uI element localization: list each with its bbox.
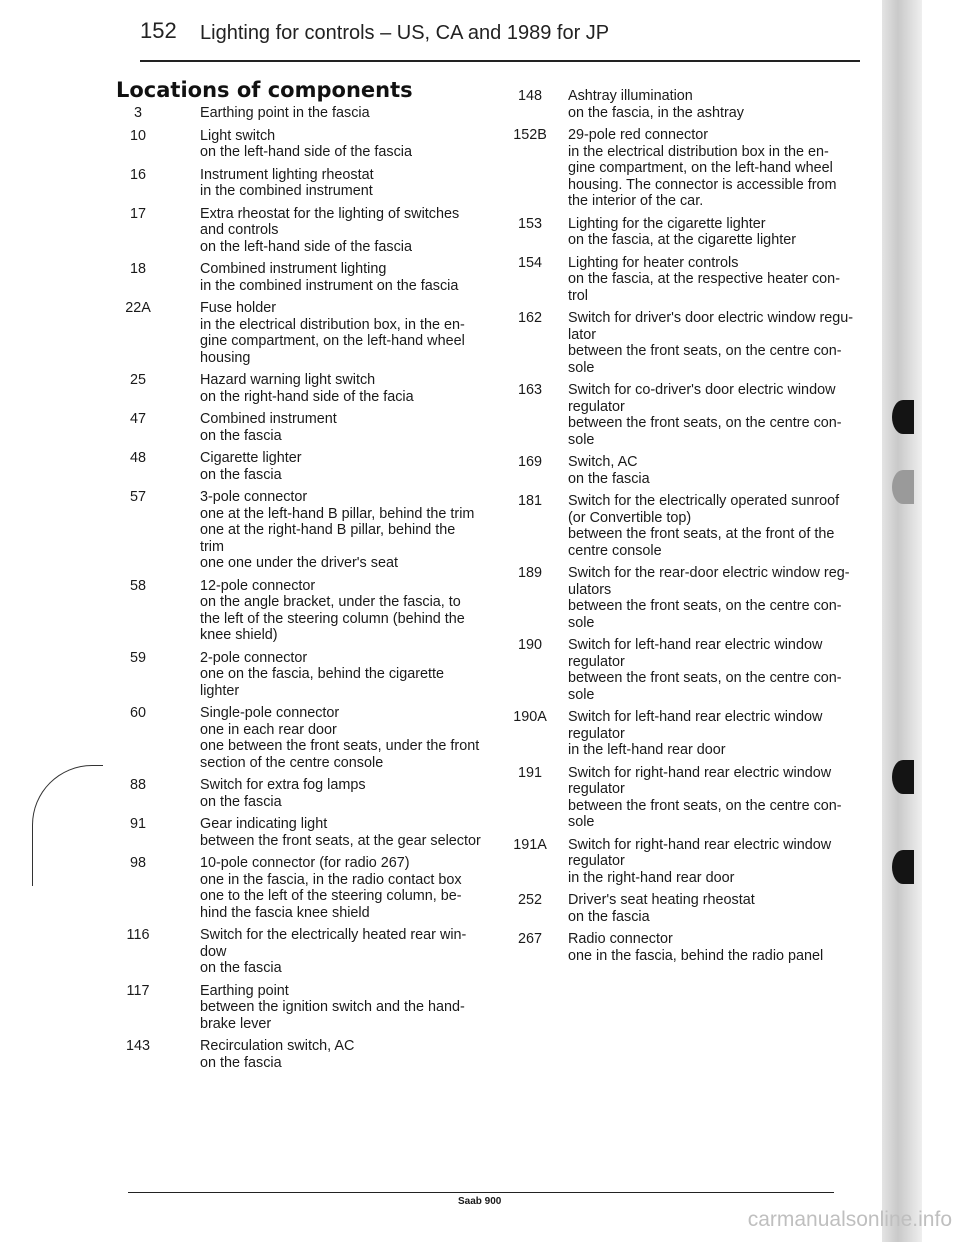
component-description: [200, 411, 500, 444]
description-line: in the electrical distribution box in the en-: [568, 143, 829, 160]
component-entry: [500, 310, 860, 376]
component-number: 59: [129, 649, 146, 666]
component-entry: [100, 489, 500, 572]
component-entry: [100, 261, 500, 294]
component-number: 58: [129, 577, 146, 594]
description-line: on the left-hand side of the fascia: [200, 144, 413, 160]
component-description: [200, 300, 500, 366]
description-line: on the fascia: [200, 466, 282, 483]
component-description: [200, 578, 500, 644]
description-line: 2-pole connector: [200, 649, 308, 666]
description-line: sole: [568, 686, 595, 703]
description-line: one in each rear door: [200, 721, 337, 738]
component-entry: [100, 167, 500, 200]
description-line: on the right-hand side of the facia: [200, 388, 414, 405]
description-line: brake lever: [200, 1015, 272, 1032]
description-line: Switch for extra fog lamps: [200, 777, 366, 793]
component-entry: [500, 837, 860, 887]
component-description: [568, 637, 860, 703]
description-line: Switch for right-hand rear electric window: [568, 836, 832, 853]
description-line: one in the fascia, behind the radio panel: [568, 947, 824, 964]
component-description: [568, 88, 860, 121]
description-line: Radio connector: [568, 931, 673, 947]
component-description: [200, 372, 500, 405]
description-line: Ashtray illumination: [568, 88, 693, 104]
component-entry: [500, 382, 860, 448]
component-number: 48: [129, 450, 146, 466]
description-line: knee shield): [200, 627, 278, 643]
component-number: 60: [129, 705, 146, 721]
component-number: 16: [129, 166, 146, 183]
description-line: Switch for co-driver's door electric window: [568, 382, 836, 398]
component-number: 191A: [513, 836, 547, 853]
component-description: [568, 310, 860, 376]
description-line: one one under the driver's seat: [200, 555, 398, 571]
description-line: on the angle bracket, under the fascia, to: [200, 594, 461, 610]
component-number: 91: [129, 816, 146, 832]
component-description: [200, 705, 500, 771]
component-entry: [500, 709, 860, 759]
description-line: Switch for the electrically heated rear win-: [200, 927, 467, 943]
description-line: gine compartment, on the left-hand wheel: [200, 333, 465, 349]
component-description: [568, 216, 860, 249]
component-description: [568, 454, 860, 487]
description-line: Switch for left-hand rear electric window: [568, 709, 823, 725]
component-number: 162: [517, 310, 542, 326]
component-number: 88: [129, 777, 146, 793]
component-number: 57: [129, 489, 146, 505]
component-number: 169: [517, 454, 542, 470]
component-description: [200, 1038, 500, 1071]
description-line: one on the fascia, behind the cigarette: [200, 666, 445, 682]
component-entry: [100, 300, 500, 366]
component-number: 163: [517, 382, 542, 398]
component-entry: [100, 650, 500, 700]
component-description: [200, 261, 500, 294]
binding-hole: [892, 760, 914, 794]
description-line: 3-pole connector: [200, 489, 308, 505]
component-description: [200, 816, 500, 849]
description-line: between the front seats, on the centre con-: [568, 670, 842, 686]
description-line: between the front seats, on the centre con-: [568, 415, 842, 431]
page-header: [140, 18, 860, 68]
component-number: 181: [517, 493, 542, 509]
right-column: [500, 88, 860, 970]
description-line: on the fascia: [200, 793, 282, 810]
description-line: lighter: [200, 682, 240, 699]
component-description: [568, 382, 860, 448]
binding-hole: [892, 470, 914, 504]
component-description: [200, 777, 500, 810]
description-line: the interior of the car.: [568, 193, 704, 209]
description-line: sole: [568, 614, 595, 631]
description-line: one at the right-hand B pillar, behind the: [200, 522, 456, 538]
component-description: [568, 127, 860, 210]
description-line: Fuse holder: [200, 300, 276, 316]
description-line: 10-pole connector (for radio 267): [200, 855, 410, 871]
component-description: [568, 765, 860, 831]
component-description: [200, 927, 500, 977]
component-entry: [100, 816, 500, 849]
component-description: [200, 650, 500, 700]
component-entry: [100, 578, 500, 644]
footer-text: Saab 900: [458, 1196, 502, 1207]
component-description: [200, 983, 500, 1033]
description-line: on the fascia, in the ashtray: [568, 104, 744, 121]
component-number: 116: [126, 927, 150, 943]
component-entry: [500, 127, 860, 210]
description-line: regulator: [568, 398, 625, 415]
description-line: between the ignition switch and the hand-: [200, 999, 465, 1015]
component-number: 267: [517, 931, 542, 947]
component-description: [568, 837, 860, 887]
component-number: 25: [129, 372, 146, 388]
description-line: (or Convertible top): [568, 509, 692, 526]
description-line: Driver's seat heating rheostat: [568, 892, 755, 908]
component-number: 143: [125, 1038, 150, 1054]
component-entry: [100, 1038, 500, 1071]
description-line: Combined instrument lighting: [200, 261, 387, 277]
left-column: [100, 105, 500, 1077]
component-description: [200, 206, 500, 256]
component-number: 117: [126, 982, 150, 999]
description-line: regulator: [568, 853, 625, 869]
component-number: 47: [129, 411, 146, 427]
description-line: Switch for the electrically operated sunroof: [568, 493, 840, 509]
description-line: Combined instrument: [200, 411, 337, 427]
component-entry: [500, 454, 860, 487]
description-line: regulator: [568, 725, 625, 742]
description-line: on the fascia, at the respective heater con-: [568, 271, 840, 287]
description-line: in the combined instrument: [200, 183, 373, 199]
binding-edge: [882, 0, 922, 1242]
description-line: Switch for driver's door electric window regu-: [568, 310, 854, 326]
description-line: 12-pole connector: [200, 577, 316, 594]
description-line: one at the left-hand B pillar, behind the trim: [200, 505, 475, 522]
description-line: between the front seats, at the gear selector: [200, 832, 481, 849]
component-number: 190: [517, 637, 542, 653]
description-line: between the front seats, at the front of the: [568, 526, 835, 542]
description-line: lator: [568, 326, 596, 343]
component-entry: [100, 927, 500, 977]
component-description: [200, 105, 500, 122]
component-entry: [100, 983, 500, 1033]
description-line: section of the centre console: [200, 754, 384, 771]
component-entry: [100, 777, 500, 810]
component-description: [568, 255, 860, 305]
description-line: sole: [568, 431, 595, 448]
description-line: Hazard warning light switch: [200, 372, 376, 388]
description-line: on the fascia: [568, 908, 650, 925]
description-line: between the front seats, on the centre con-: [568, 797, 842, 814]
description-line: housing. The connector is accessible from: [568, 176, 837, 193]
description-line: Recirculation switch, AC: [200, 1038, 355, 1054]
description-line: hind the fascia knee shield: [200, 904, 370, 921]
description-line: centre console: [568, 542, 662, 559]
component-entry: [100, 411, 500, 444]
description-line: on the fascia: [200, 960, 282, 976]
description-line: one between the front seats, under the front: [200, 738, 480, 754]
description-line: between the front seats, on the centre con-: [568, 598, 842, 614]
description-line: on the fascia: [568, 470, 650, 487]
component-number: 98: [129, 855, 146, 871]
description-line: sole: [568, 814, 595, 830]
description-line: on the fascia: [200, 1054, 282, 1071]
description-line: one in the fascia, in the radio contact box: [200, 871, 462, 888]
description-line: ulators: [568, 581, 612, 598]
section-title: Locations of components: [116, 78, 413, 102]
component-entry: [500, 637, 860, 703]
description-line: gine compartment, on the left-hand wheel: [568, 160, 833, 176]
component-entry: [500, 216, 860, 249]
header-rule: [140, 60, 860, 62]
description-line: Switch, AC: [568, 454, 638, 470]
component-description: [568, 931, 860, 964]
description-line: on the fascia: [200, 427, 282, 444]
description-line: in the combined instrument on the fascia: [200, 277, 459, 294]
description-line: dow: [200, 943, 227, 960]
component-number: 189: [517, 565, 542, 581]
component-number: 154: [517, 254, 542, 271]
component-entry: [500, 88, 860, 121]
page-number: 152: [140, 18, 177, 43]
description-line: Instrument lighting rheostat: [200, 166, 374, 183]
component-number: 252: [517, 892, 542, 908]
component-number: 17: [129, 205, 146, 222]
component-entry: [100, 855, 500, 921]
description-line: Cigarette lighter: [200, 450, 302, 466]
description-line: in the left-hand rear door: [568, 742, 726, 758]
description-line: and controls: [200, 222, 279, 238]
description-line: Switch for the rear-door electric window reg-: [568, 565, 850, 581]
component-description: [200, 489, 500, 572]
component-entry: [100, 705, 500, 771]
component-entry: [100, 372, 500, 405]
component-number: 152B: [513, 127, 547, 143]
component-description: [568, 892, 860, 925]
description-line: Earthing point: [200, 982, 289, 999]
component-entry: [500, 255, 860, 305]
description-line: one to the left of the steering column, be-: [200, 888, 462, 904]
description-line: regulator: [568, 653, 625, 670]
description-line: regulator: [568, 781, 625, 797]
description-line: in the right-hand rear door: [568, 869, 735, 886]
component-description: [568, 709, 860, 759]
component-description: [200, 450, 500, 483]
description-line: Lighting for the cigarette lighter: [568, 215, 766, 232]
description-line: Light switch: [200, 127, 276, 144]
component-number: 191: [517, 764, 542, 781]
component-entry: [500, 892, 860, 925]
watermark: carmanualsonline.info: [747, 1208, 952, 1231]
component-number: 22A: [125, 300, 151, 316]
binding-hole: [892, 400, 914, 434]
component-description: [200, 128, 500, 161]
component-entry: [100, 128, 500, 161]
binding-hole: [892, 850, 914, 884]
description-line: on the fascia, at the cigarette lighter: [568, 232, 796, 248]
component-number: 10: [129, 127, 146, 144]
component-entry: [500, 493, 860, 559]
component-number: 3: [133, 105, 142, 121]
description-line: Single-pole connector: [200, 705, 340, 721]
description-line: in the electrical distribution box, in the en-: [200, 316, 465, 333]
component-entry: [500, 565, 860, 631]
description-line: 29-pole red connector: [568, 127, 708, 143]
description-line: the left of the steering column (behind the: [200, 610, 465, 627]
component-description: [200, 855, 500, 921]
description-line: Switch for right-hand rear electric window: [568, 764, 832, 781]
description-line: trim: [200, 538, 224, 555]
component-entry: [500, 931, 860, 964]
component-entry: [500, 765, 860, 831]
footer-rule: [128, 1192, 834, 1193]
description-line: Lighting for heater controls: [568, 254, 739, 271]
description-line: Earthing point in the fascia: [200, 105, 370, 121]
component-description: [568, 493, 860, 559]
component-description: [200, 167, 500, 200]
component-number: 153: [517, 215, 542, 232]
page-title: Lighting for controls – US, CA and 1989 for JP: [200, 22, 610, 44]
margin-pen-mark: [32, 765, 103, 886]
description-line: trol: [568, 287, 588, 304]
description-line: on the left-hand side of the fascia: [200, 238, 413, 255]
component-number: 148: [517, 88, 542, 104]
component-entry: [100, 105, 500, 122]
description-line: Extra rheostat for the lighting of switches: [200, 205, 460, 222]
description-line: between the front seats, on the centre con-: [568, 343, 842, 359]
component-entry: [100, 206, 500, 256]
component-number: 18: [129, 261, 146, 277]
description-line: sole: [568, 359, 595, 376]
description-line: Gear indicating light: [200, 816, 328, 832]
component-description: [568, 565, 860, 631]
component-number: 190A: [513, 709, 547, 725]
description-line: Switch for left-hand rear electric window: [568, 637, 823, 653]
description-line: housing: [200, 349, 251, 366]
component-entry: [100, 450, 500, 483]
